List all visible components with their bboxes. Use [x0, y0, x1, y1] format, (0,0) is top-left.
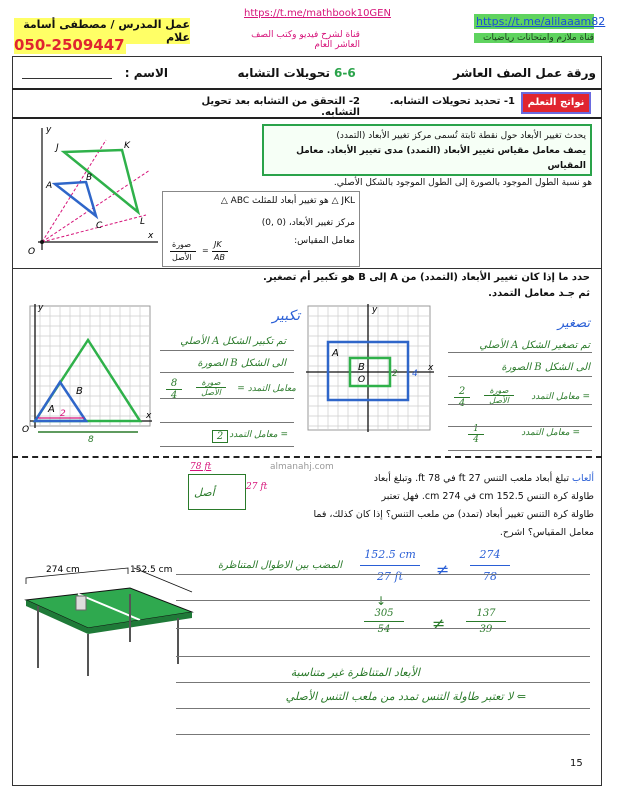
games-ratio-4 [466, 608, 506, 635]
question-line-2: ثم جـد معامل التمدد. [488, 288, 590, 299]
right-frac-den: الأصل [489, 396, 509, 405]
objectives-badge: نواتج التعلم [521, 92, 591, 114]
games-ratio-4-num: 137 [476, 608, 496, 619]
frac-jk: JK [214, 240, 222, 249]
watermark: almanahj.com [270, 462, 334, 472]
games-line-3: طاولة كرة التنس تغيير أبعاد (تمدد) من ملعب التنس؟ إذا كان كذلك، فما [313, 509, 594, 520]
fig1-label-c: C [96, 221, 103, 231]
left-frac-num: صورة [201, 378, 221, 387]
left-ruled-5 [160, 446, 294, 447]
games-ratio-2-den: 78 [483, 570, 497, 583]
right-ruled-5 [448, 450, 592, 451]
left-ruled-1 [160, 350, 294, 351]
fig1-label-x: x [148, 231, 154, 241]
right-ratio-num: 2 [458, 386, 466, 397]
hand-court-sketch [150, 462, 268, 512]
divider-title [12, 88, 602, 90]
games-ruled-1 [176, 574, 590, 575]
left-hand-result: = معامل التمدد [229, 430, 288, 440]
games-ruled-3 [176, 628, 590, 629]
right-ratio-den: 4 [458, 398, 466, 409]
table-height-label: 152.5 cm [130, 565, 173, 575]
telegram-link-center[interactable]: https://t.me/mathbook10GEN [244, 8, 391, 19]
games-ruled-4 [176, 656, 590, 657]
fig1-ray-3 [42, 215, 146, 242]
right-hand-line-1: تم تصغير الشكل A الأصلي [479, 340, 590, 351]
games-ratio-2-num: 274 [479, 548, 501, 561]
right-result-den: 4 [473, 435, 479, 445]
games-title: ألعاب [572, 473, 594, 484]
right-ruled-1 [448, 352, 592, 353]
right-ruled-2 [448, 376, 592, 377]
concept-para-2a: يصف معامل مقياس تغيير الأبعاد (التمدد) مدى تغيير الأبعاد. معامل المقياس [296, 146, 586, 171]
games-ratio-3-num: 305 [374, 608, 394, 619]
left-ruled-4 [160, 422, 294, 423]
games-arrow: ↓ [376, 594, 387, 608]
frac-equals: = [202, 246, 209, 255]
note-line-2: مركز تغيير الأبعاد، (0 ,0) [261, 218, 355, 228]
left-ruled-3 [160, 398, 294, 399]
court-78: 78 ft [190, 462, 212, 472]
left-hand-result-box: 2 [212, 430, 228, 443]
left-label-b: B [76, 386, 83, 397]
right-hand-4: 4 [412, 369, 418, 379]
fig1-label-j: J [56, 143, 59, 153]
frac-img-den: الأصل [172, 253, 192, 262]
right-label-a: A [332, 348, 339, 359]
objective-1: 1- تحديد تحويلات التشابه. [389, 96, 515, 107]
name-label: الاسم : [124, 66, 168, 80]
right-hand-line-2: الى الشكل B الصورة [501, 362, 590, 373]
table-width-label: 274 cm [46, 565, 80, 575]
left-hand-line-2: الى الشكل B الصورة [197, 358, 286, 369]
games-ratio-2 [470, 548, 510, 583]
right-hand-result: = معامل التمدد [521, 428, 580, 438]
left-label-o: O [22, 425, 30, 435]
lesson-number: 6-6 [334, 66, 356, 80]
fig1-label-k: K [124, 141, 130, 151]
right-problem-grid [298, 300, 440, 440]
games-ruled-6 [176, 708, 590, 709]
right-hand-2: 2 [392, 369, 398, 379]
games-hand-heading: المضب بين الاطوال المتناظرة [217, 560, 342, 571]
right-hand-result-frac [468, 424, 484, 445]
games-line-2: طاولة كرة التنس 152.5 cm في 274 cm. فهل تعتبر [381, 491, 594, 502]
frac-ab: AB [214, 253, 225, 262]
scale-fraction [168, 240, 248, 266]
left-hand-2: 2 [60, 409, 66, 419]
page-number: 15 [570, 758, 583, 769]
left-frac-den: الأصل [201, 388, 221, 397]
left-label-x: x [146, 411, 152, 421]
games-ruled-5 [176, 682, 590, 683]
court-label: أصل [194, 486, 215, 499]
right-hand-line-3: = معامل التمدد [531, 392, 590, 402]
games-hand-conclusion-1: الأبعاد المتناظرة غير متناسبة [290, 666, 420, 679]
fig1-label-l: L [140, 217, 146, 227]
phone-number: 050-2509447 [14, 36, 125, 54]
games-ratio-1-den: 27 ft [377, 570, 403, 583]
right-ruled-3 [448, 404, 592, 405]
concept-para-2b: هو نسبة الطول الموجود بالصورة إلى الطول الموجود بالشكل الأصلي. [333, 178, 592, 188]
games-ruled-2 [176, 600, 590, 601]
games-ratio-3 [364, 608, 404, 635]
court-27: 27 ft [246, 482, 268, 492]
objective-2: 2- التحقق من التشابه بعد تحويل التشابه. [201, 96, 360, 118]
lesson-title: تحويلات التشابه [237, 66, 330, 80]
ping-pong-table [18, 560, 198, 680]
left-problem-grid [18, 300, 156, 445]
divider-problems [12, 456, 602, 458]
frac-img-num: صورة [172, 240, 191, 249]
right-result-num: 1 [473, 424, 479, 434]
left-hand-title: تكبير [272, 308, 300, 324]
question-line-1: حدد ما إذا كان تغيير الأبعاد (التمدد) من A إلى B هو تكبير أم تصغير. [262, 272, 590, 283]
left-hand-frac [196, 378, 226, 397]
right-ruled-4 [448, 426, 592, 427]
note-line-1: JKL △ هو تغيير أبعاد للمثلث ABC △ [220, 196, 355, 206]
concept-box [262, 124, 592, 176]
left-hand-8: 8 [88, 435, 94, 445]
right-hand-frac [484, 386, 514, 405]
header [0, 0, 634, 58]
left-ruled-2 [160, 372, 294, 373]
telegram-caption-center: قناة لشرح فيديو وكتب الصف العاشر العام [251, 30, 360, 50]
fig1-ray-2 [42, 170, 150, 242]
left-label-y: y [38, 303, 44, 313]
games-line-4: معامل المقياس؟ اشرح. [499, 527, 594, 538]
frac-img-bar [170, 251, 196, 252]
right-frac-num: صورة [489, 386, 509, 395]
name-field[interactable] [22, 78, 112, 79]
fig1-label-y: y [46, 125, 52, 135]
teacher-line: عمل المدرس / مصطفى أسامة علام [14, 18, 190, 44]
fig1-label-o: O [28, 247, 36, 257]
games-ratio-4-den: 39 [479, 624, 493, 635]
games-line-1: تبلغ أبعاد ملعب التنس 27 ft في 78 ft. وتبلغ أبعاد [373, 473, 569, 484]
scale-label: معامل المقياس: [294, 236, 355, 246]
games-ratio-1-num: 152.5 cm [364, 548, 416, 561]
figure-dilation-abc-jkl [20, 120, 164, 260]
telegram-caption-right: قناة ملازم وامتحانات رياضيات [474, 33, 594, 43]
fig1-label-a: A [46, 181, 53, 191]
left-ratio-den: 4 [170, 390, 178, 401]
telegram-link-right[interactable]: https://t.me/alilaaam82 [476, 15, 606, 28]
fig1-label-b: B [86, 173, 93, 183]
left-hand-line-3: معامل التمدد = [237, 384, 296, 394]
frac-bar2 [212, 251, 228, 252]
divider-objectives [12, 117, 602, 119]
right-label-b: B [358, 362, 365, 373]
left-hand-line-1: تم تكبير الشكل A الأصلي [180, 336, 286, 347]
games-text [250, 470, 594, 542]
left-label-a: A [48, 404, 55, 415]
games-neq-1: ≠ [436, 560, 450, 579]
divider-concept [12, 268, 602, 269]
right-hand-title: تصغير [557, 316, 590, 331]
games-ratio-3-den: 54 [377, 624, 391, 635]
right-label-o: O [358, 375, 366, 385]
right-label-y: y [372, 305, 378, 315]
right-hand-ratio [454, 386, 470, 409]
sheet-title: ورقة عمل الصف العاشر [453, 66, 596, 80]
games-ruled-7 [176, 734, 590, 735]
games-ratio-1 [360, 548, 420, 583]
left-ratio-num: 8 [170, 378, 178, 389]
right-label-x: x [428, 363, 434, 373]
concept-para-1: يحدث تغيير الأبعاد حول نقطة ثابتة تُسمى مركز تغيير الأبعاد (التمدد) [336, 131, 586, 141]
games-hand-conclusion-2: ⇐ لا تعتبر طاولة التنس تمدد من ملعب التنس الأصلي [285, 690, 526, 703]
games-neq-2: ≠ [432, 614, 446, 633]
